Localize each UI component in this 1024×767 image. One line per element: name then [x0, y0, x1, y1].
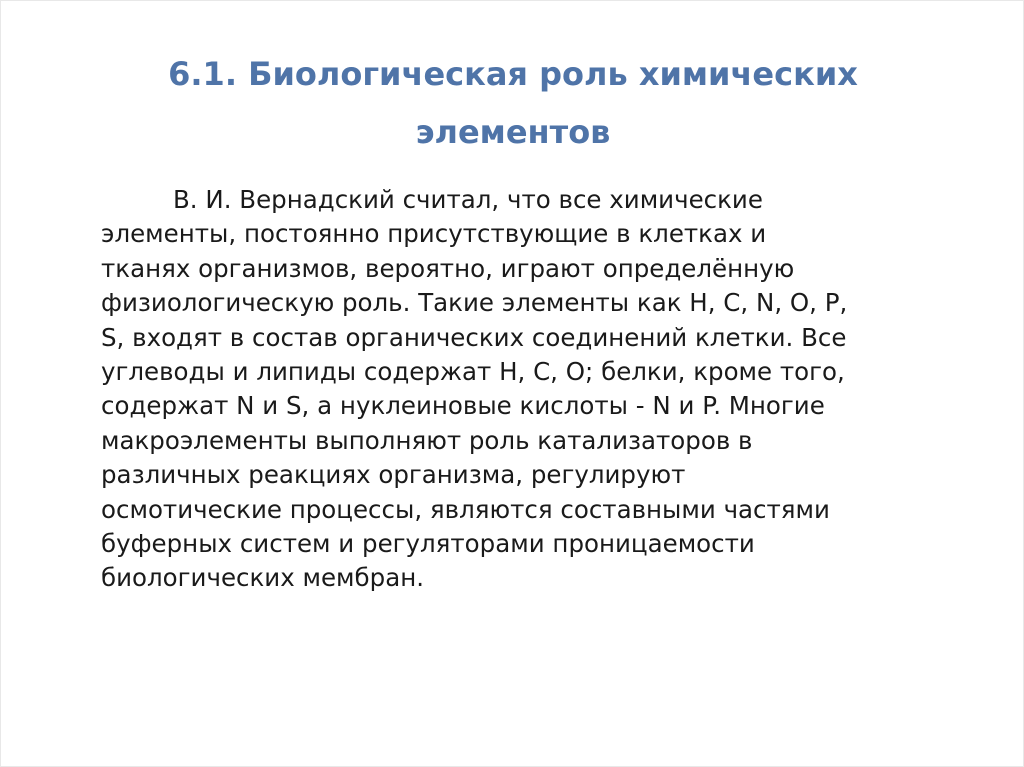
paragraph-line: физиологическую роль. Такие элементы как H, C, N, O, P, [101, 288, 848, 318]
paragraph-line: S, входят в состав органических соединений клетки. Все [101, 322, 847, 352]
paragraph-line: углеводы и липиды содержат H, C, O; белки, кроме того, [101, 357, 845, 387]
paragraph-line: буферных систем и регуляторами проницаемости [101, 529, 755, 559]
paragraph-line: В. И. Вернадский считал, что все химические [173, 185, 763, 214]
title-line-1: 6.1. Биологическая роль химических [168, 55, 858, 93]
paragraph-line: тканях организмов, вероятно, играют определённую [101, 253, 795, 283]
paragraph-line: макроэлементы выполняют роль катализаторов в [101, 425, 753, 455]
paragraph-line: осмотические процессы, являются составными частями [101, 494, 830, 524]
paragraph-line: элементы, постоянно присутствующие в клетках и [101, 219, 767, 249]
paragraph-line: содержат N и S, а нуклеиновые кислоты - N и P. Многие [101, 391, 825, 421]
body-paragraph [101, 183, 981, 596]
title-line-2: элементов [415, 113, 611, 151]
slide-title [41, 45, 985, 161]
paragraph-line: различных реакциях организма, регулируют [101, 460, 686, 490]
paragraph-line: биологических мембран. [101, 563, 425, 593]
